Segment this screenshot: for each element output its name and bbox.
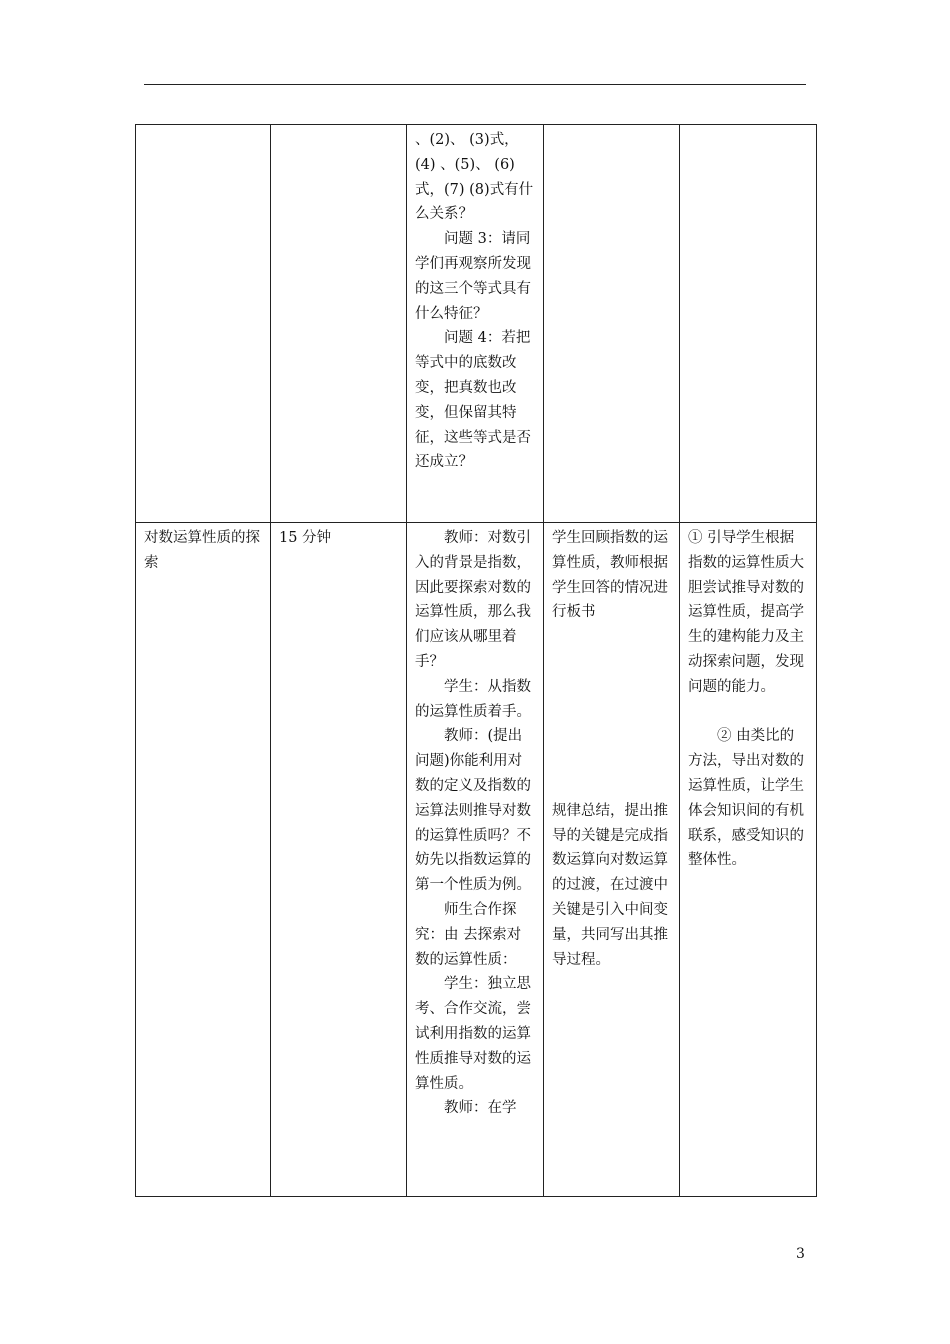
table-row [136,125,817,523]
activity-cell [544,523,680,1197]
stage-label: 对数运算性质的探索 [144,530,260,571]
activity-cell [544,125,680,523]
paragraph-spacer [688,700,808,725]
stage-cell [136,523,271,1197]
stage-cell [136,125,271,523]
content-paragraph: 学生：独立思考、合作交流，尝试利用指数的运算性质推导对数的运算性质。 [415,976,531,1092]
intent-paragraph: ② 由类比的方法，导出对数的运算性质，让学生体会知识间的有机联系，感受知识的整体性。 [688,728,804,869]
intent-cell [680,523,817,1197]
paragraph-spacer [552,774,671,799]
content-paragraph: 问题 4：若把等式中的底数改变，把真数也改变，但保留其特征，这些等式是否还成立？ [415,330,531,471]
content-cell [407,523,544,1197]
content-paragraph: 、(2)、 (3)式，(4) 、(5)、 (6)式，(7) (8)式有什么关系？ [415,132,534,223]
content-paragraph: 教师：(提出问题)你能利用对数的定义及指数的运算法则推导对数的运算性质吗？不妨先以指数运算的第一个性质为例。 [415,728,531,894]
paragraph-spacer [552,675,671,700]
header-rule [144,84,806,85]
content-paragraph: 学生：从指数的运算性质着手。 [415,678,531,720]
page-number: 3 [796,1246,805,1262]
intent-paragraph: ① 引导学生根据指数的运算性质大胆尝试推导对数的运算性质，提高学生的建构能力及主动探索问题，发现问题的能力。 [688,530,804,695]
paragraph-spacer [552,749,671,774]
table-row [136,523,817,1197]
content-paragraph: 教师：对数引入的背景是指数，因此要探索对数的运算性质，那么我们应该从哪里着手？ [415,530,531,670]
content-paragraph: 教师：在学 [444,1100,517,1117]
content-cell [407,125,544,523]
paragraph-spacer [552,625,671,650]
paragraph-spacer [552,724,671,749]
activity-paragraph: 规律总结，提出推导的关键是完成指数运算向对数运算的过渡，在过渡中关键是引入中间变量，共同写出其推导过程。 [552,802,668,968]
content-paragraph: 师生合作探究：由 去探索对数的运算性质： [415,901,522,968]
paragraph-spacer [552,650,671,675]
lesson-plan-table [135,124,817,1197]
activity-paragraph: 学生回顾指数的运算性质，教师根据学生回答的情况进行板书 [552,530,668,621]
content-paragraph: 问题 3：请同学们再观察所发现的这三个等式具有什么特征？ [415,231,531,322]
intent-cell [680,125,817,523]
time-cell: 15 分钟 [271,523,407,1197]
paragraph-spacer [552,700,671,725]
time-cell [271,125,407,523]
